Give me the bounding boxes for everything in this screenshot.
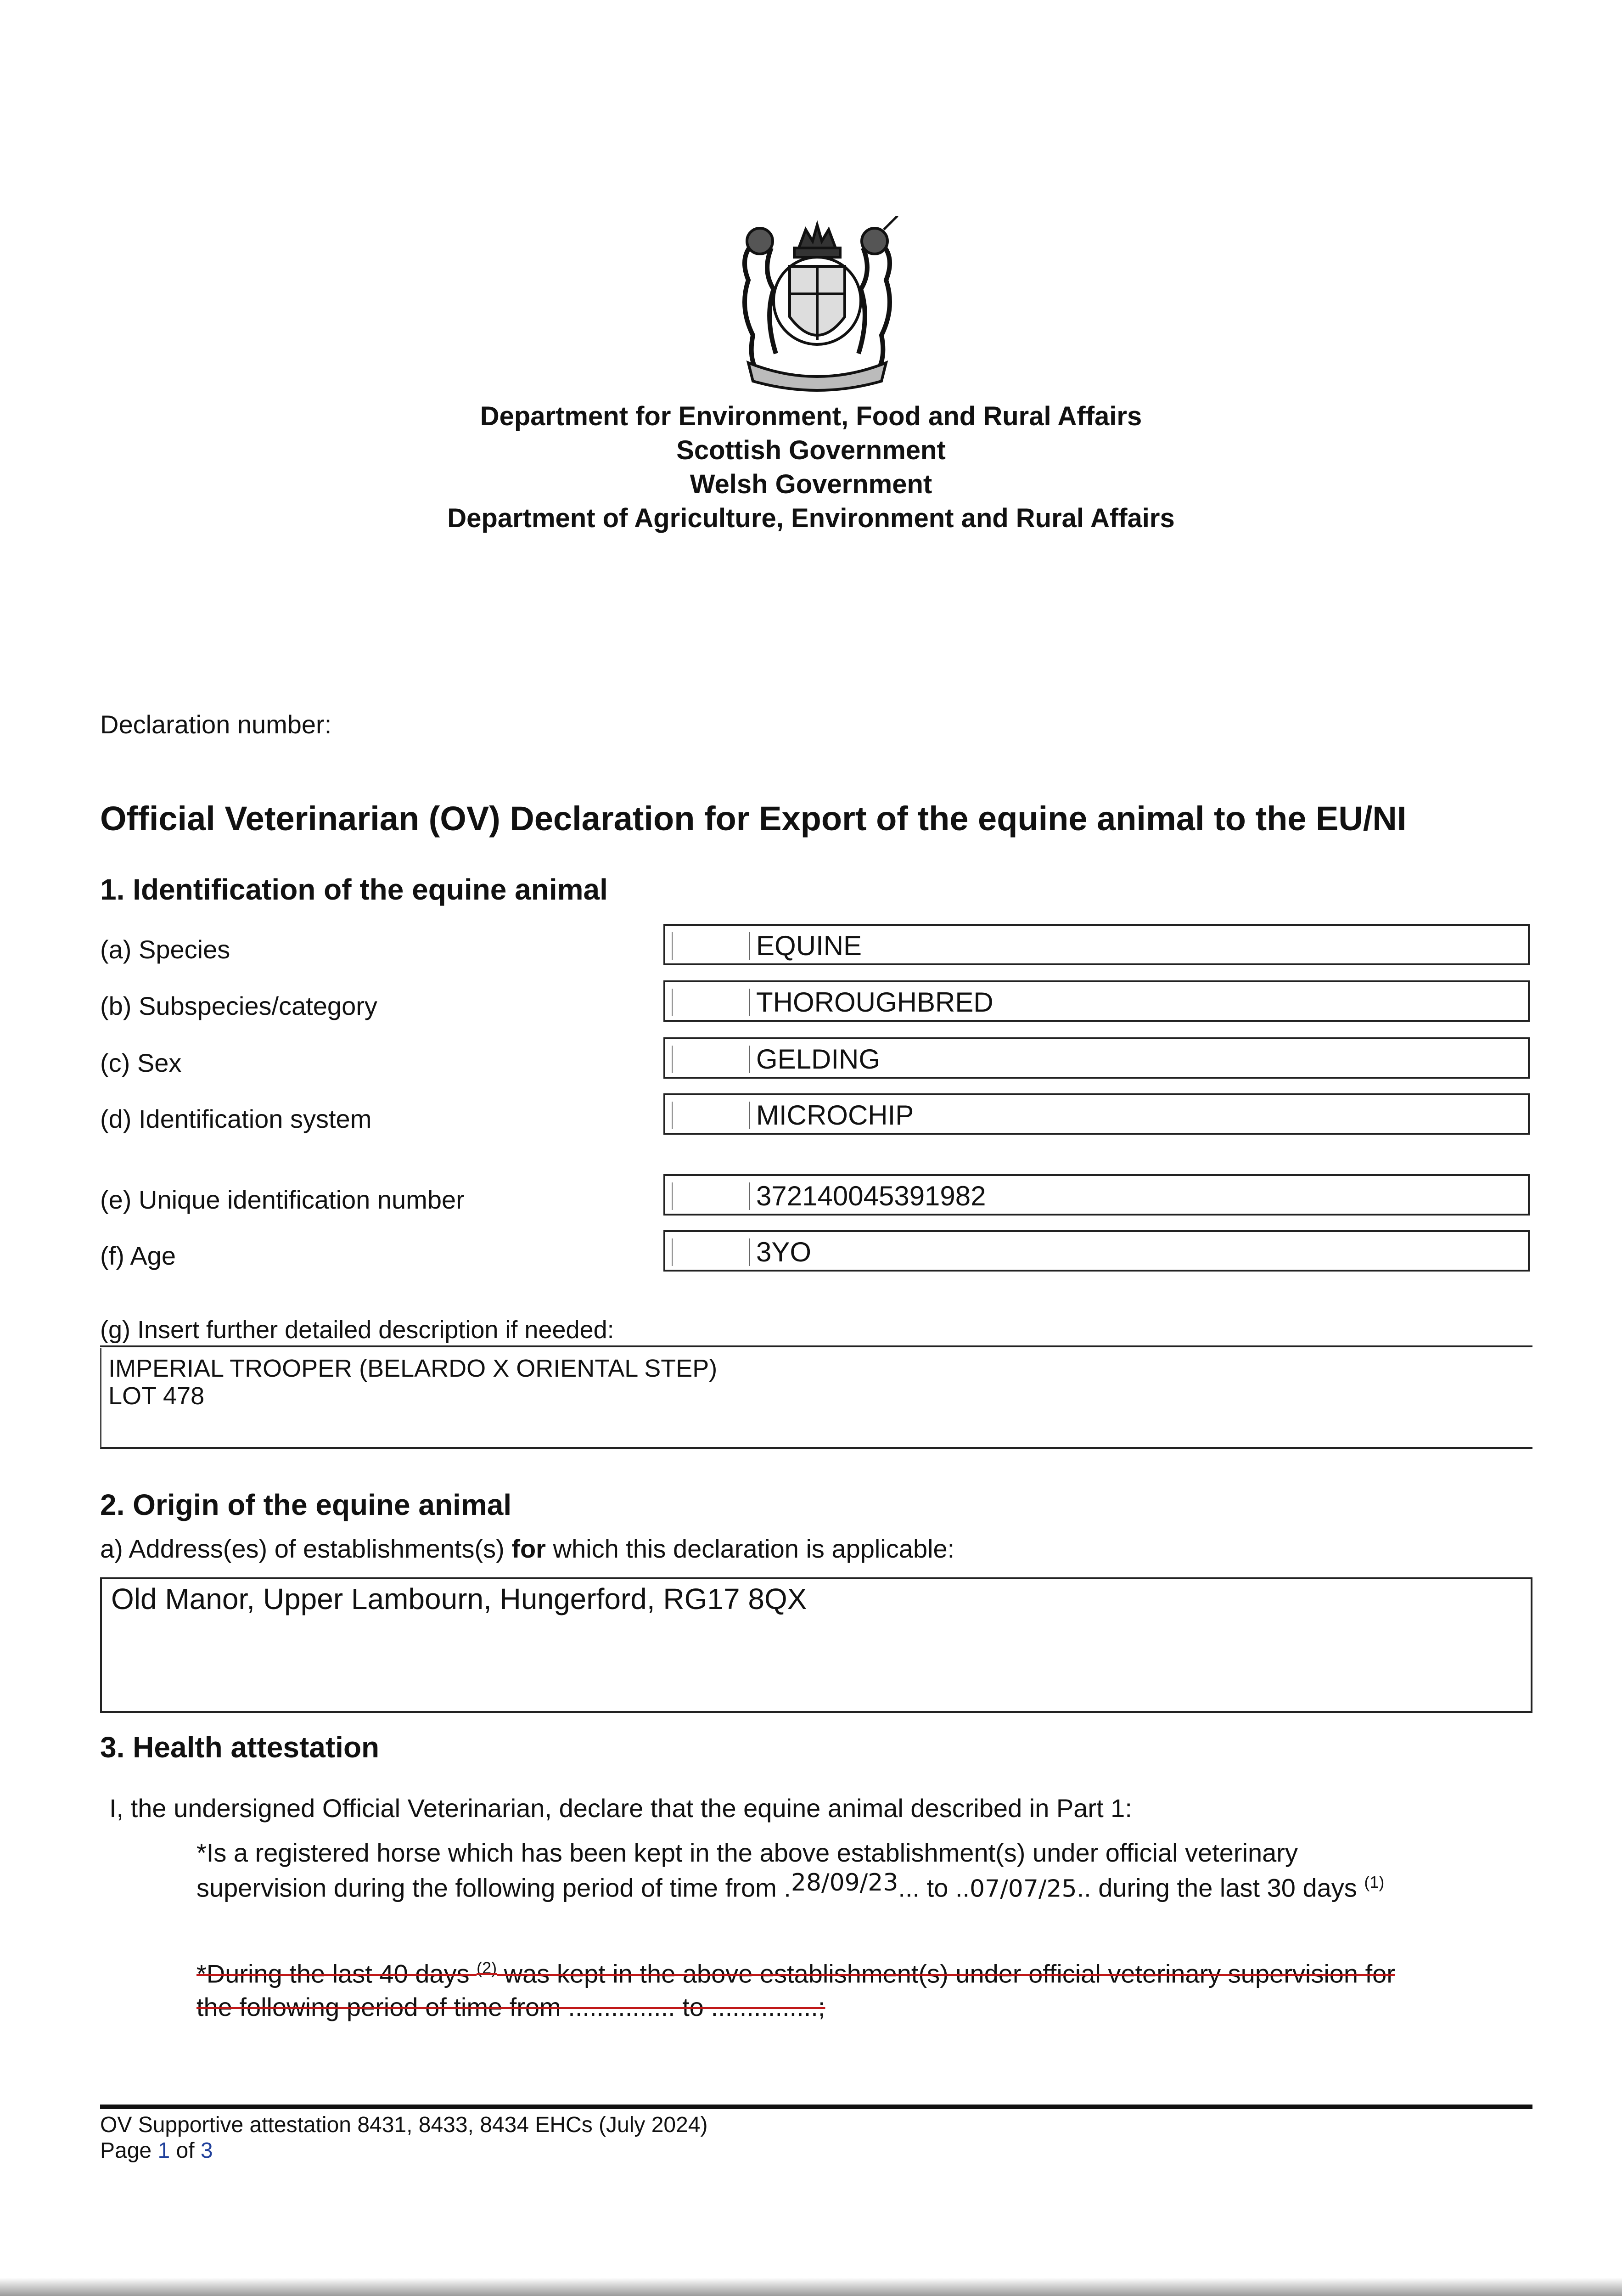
document-title: Official Veterinarian (OV) Declaration for Export of the equine animal to the EU/NI: [100, 799, 1407, 838]
footnote-1-marker: (1): [1364, 1873, 1385, 1891]
footnote-2-marker: (2): [477, 1958, 497, 1977]
species-value: EQUINE: [756, 930, 862, 961]
establishment-address-value: Old Manor, Upper Lambourn, Hungerford, RG17 8QX: [111, 1582, 807, 1615]
supervision-date-from: 28/09/23: [791, 1868, 898, 1896]
attestation-clause-2-line-1-struck: *During the last 40 days $^{(2)}$ was kept in the above establishment(s) under official veterinary supervision for: [196, 1958, 1395, 1988]
sex-value: GELDING: [756, 1044, 881, 1075]
description-line-1: IMPERIAL TROOPER (BELARDO X ORIENTAL STEP): [108, 1355, 718, 1382]
species-field[interactable]: [663, 924, 1530, 965]
attestation-clause-2-line-2-struck: the following period of time from ............... to ...............;: [196, 1992, 825, 2021]
age-label: (f) Age: [100, 1241, 176, 1270]
establishment-address-label: a) Address(es) of establishments(s) for which this declaration is applicable:: [100, 1534, 955, 1563]
scan-edge-shadow: [0, 2278, 1622, 2296]
attestation-clause-1-line-2: supervision during the following period of time from .28/09/23... to ..07/07/25.. during the last 30 days $^{(1)}$: [196, 1868, 1385, 1903]
identification-system-label: (d) Identification system: [100, 1104, 372, 1133]
sex-field[interactable]: [663, 1037, 1530, 1079]
footer-divider: [100, 2105, 1532, 2109]
footer-attestation-reference: OV Supportive attestation 8431, 8433, 8434 EHCs (July 2024): [100, 2113, 708, 2137]
section-3-heading: 3. Health attestation: [100, 1731, 380, 1764]
age-value: 3YO: [756, 1237, 812, 1267]
attestation-intro: I, the undersigned Official Veterinarian, declare that the equine animal described in Part 1:: [109, 1794, 1132, 1823]
section-2-heading: 2. Origin of the equine animal: [100, 1488, 512, 1521]
royal-coat-of-arms-emblem: [721, 216, 914, 400]
subspecies-field[interactable]: [663, 980, 1530, 1022]
supervision-date-to: 07/07/25: [970, 1875, 1077, 1903]
unique-id-number-value: 372140045391982: [756, 1181, 986, 1211]
subspecies-value: THOROUGHBRED: [756, 987, 993, 1018]
footer-page-number: Page 1 of 3: [100, 2138, 213, 2163]
unique-id-number-field[interactable]: [663, 1174, 1530, 1216]
further-description-label: (g) Insert further detailed description if needed:: [100, 1316, 614, 1344]
department-name-daera: Department of Agriculture, Environment and Rural Affairs: [447, 503, 1175, 533]
department-name-scottish-government: Scottish Government: [676, 435, 946, 465]
attestation-clause-1-line-1: *Is a registered horse which has been kept in the above establishment(s) under official veterinary: [196, 1838, 1298, 1867]
description-line-2: LOT 478: [108, 1382, 205, 1410]
section-1-heading: 1. Identification of the equine animal: [100, 873, 608, 906]
declaration-number-label: Declaration number:: [100, 710, 332, 739]
further-description-text: [108, 1355, 717, 1410]
department-name-defra: Department for Environment, Food and Rural Affairs: [480, 401, 1142, 431]
subspecies-label: (b) Subspecies/category: [100, 991, 377, 1020]
department-name-welsh-government: Welsh Government: [690, 469, 932, 499]
identification-system-field[interactable]: [663, 1093, 1530, 1135]
identification-system-value: MICROCHIP: [756, 1100, 914, 1131]
sex-label: (c) Sex: [100, 1048, 182, 1077]
species-label: (a) Species: [100, 935, 230, 964]
description-top-rule: [100, 1345, 1532, 1347]
age-field[interactable]: [663, 1230, 1530, 1272]
unique-id-number-label: (e) Unique identification number: [100, 1185, 465, 1214]
